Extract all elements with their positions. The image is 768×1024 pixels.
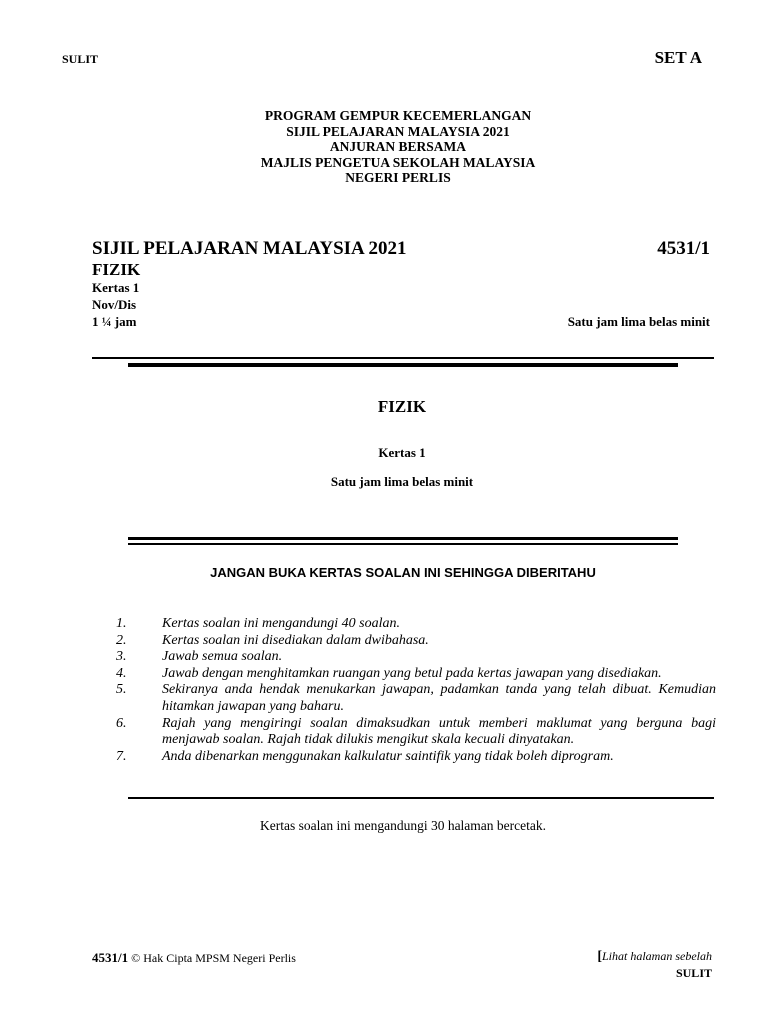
- instruction-number: 3.: [116, 649, 127, 665]
- classification-label: SULIT: [62, 52, 99, 66]
- instruction-item: [112, 649, 716, 666]
- program-line: MAJLIS PENGETUA SEKOLAH MALAYSIA: [260, 154, 536, 170]
- instruction-text: Jawab dengan menghitamkan ruangan yang betul pada kertas jawapan yang disediakan.: [162, 665, 662, 681]
- bracket-mark: [: [597, 949, 602, 964]
- instruction-number: 2.: [116, 632, 127, 648]
- instruction-number: 6.: [116, 715, 127, 731]
- divider-line: [128, 543, 678, 545]
- instruction-text: Kertas soalan ini mengandungi 40 soalan.: [162, 616, 401, 631]
- divider-line: [128, 537, 678, 540]
- instruction-number: 1.: [116, 616, 127, 631]
- instruction-text: Sekiranya anda hendak menukarkan jawapan, padamkan tanda yang telah dibuat. Kemudian hitamkan jawapan yang baharu.: [162, 682, 716, 714]
- warning-notice: JANGAN BUKA KERTAS SOALAN INI SEHINGGA DIBERITAHU: [210, 565, 596, 580]
- exam-title: SIJIL PELAJARAN MALAYSIA 2021: [92, 238, 407, 259]
- set-label: SET A: [654, 48, 702, 67]
- exam-duration-words: Satu jam lima belas minit: [567, 314, 710, 329]
- program-line: SIJIL PELAJARAN MALAYSIA 2021: [286, 123, 510, 139]
- instructions-list: [112, 616, 716, 765]
- instruction-number: 4.: [116, 665, 127, 681]
- page-count-note: Kertas soalan ini mengandungi 30 halaman bercetak.: [259, 818, 547, 833]
- instruction-item: [112, 633, 716, 650]
- instruction-item: [112, 682, 716, 715]
- instruction-number: 7.: [116, 748, 127, 764]
- cover-paper: Kertas 1: [378, 445, 426, 460]
- copyright-text: © Hak Cipta MPSM Negeri Perlis: [131, 951, 296, 965]
- cover-duration: Satu jam lima belas minit: [330, 474, 474, 489]
- paper-code: 4531/1: [657, 238, 710, 259]
- instruction-text: Anda dibenarkan menggunakan kalkulatur saintifik yang tidak boleh diprogram.: [162, 748, 614, 764]
- footer-classification: SULIT: [675, 966, 712, 980]
- program-header: [0, 108, 768, 186]
- footer-paper-code: 4531/1: [92, 950, 129, 965]
- cover-subject: FIZIK: [377, 397, 427, 416]
- program-line: NEGERI PERLIS: [345, 170, 451, 185]
- divider-line: [128, 363, 678, 367]
- instruction-text: Jawab semua soalan.: [162, 649, 283, 665]
- program-line: ANJURAN BERSAMA: [329, 139, 467, 154]
- footer-right: [597, 948, 712, 982]
- paper-number: Kertas 1: [92, 280, 140, 295]
- divider-line: [128, 797, 714, 799]
- footer-left: [92, 950, 296, 966]
- instruction-number: 5.: [116, 682, 127, 698]
- instruction-item: [112, 616, 716, 633]
- exam-session: Nov/Dis: [92, 297, 137, 312]
- instruction-item: [112, 666, 716, 683]
- instruction-text: Rajah yang mengiringi soalan dimaksudkan untuk memberi maklumat yang berguna bagi menjawab soalan. Rajah tidak dilukis mengikut skala kecuali dinyatakan.: [162, 715, 716, 748]
- instruction-text: Kertas soalan ini disediakan dalam dwibahasa.: [162, 632, 429, 648]
- instruction-item: [112, 716, 716, 749]
- exam-duration: 1 ¼ jam: [92, 314, 137, 329]
- next-page-note: Lihat halaman sebelah: [602, 949, 712, 963]
- program-line: PROGRAM GEMPUR KECEMERLANGAN: [264, 108, 532, 123]
- instruction-item: [112, 749, 716, 766]
- divider-line: [92, 357, 714, 359]
- subject-title: FIZIK: [92, 260, 141, 279]
